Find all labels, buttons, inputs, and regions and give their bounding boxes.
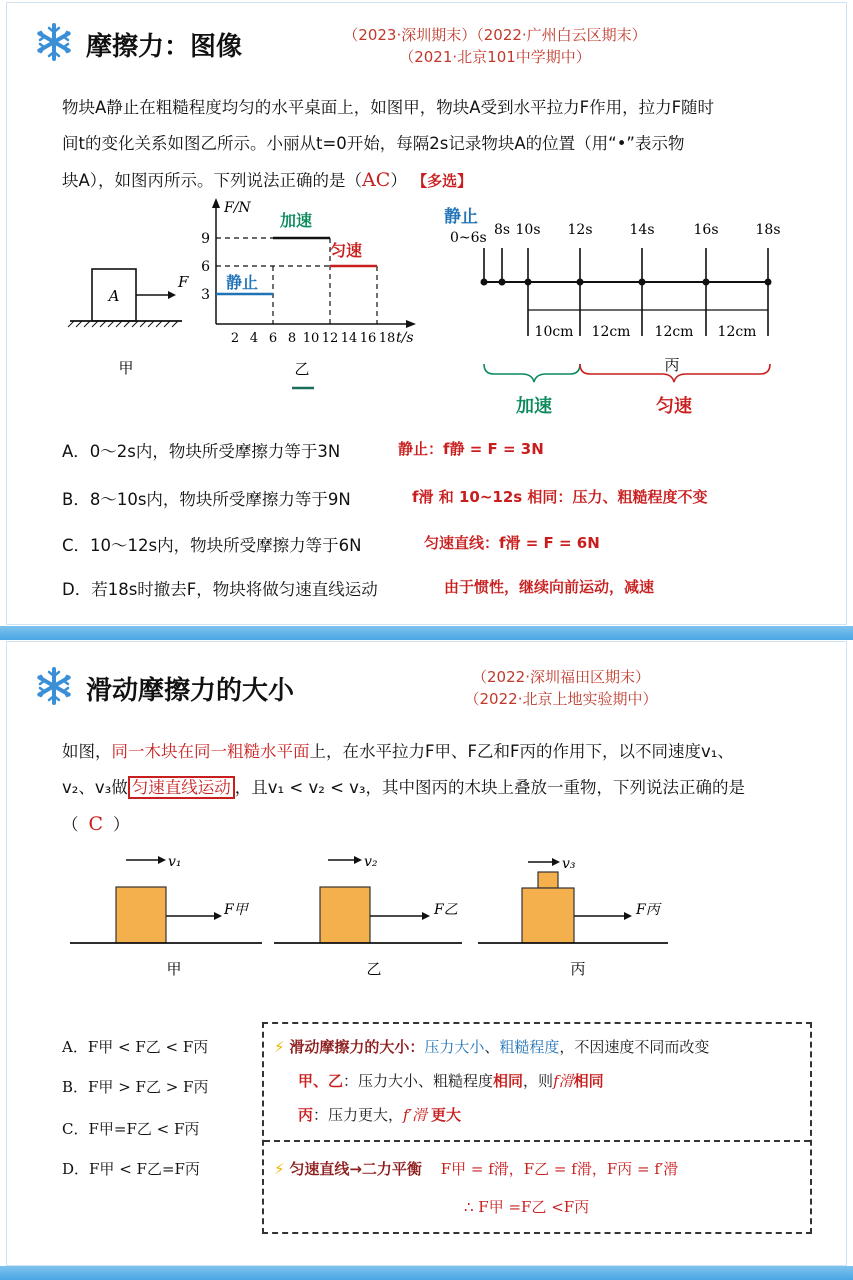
question-2 bbox=[62, 734, 832, 843]
gap-label: 12cm bbox=[717, 324, 757, 340]
option-c[interactable]: C．10～12s内，物块所受摩擦力等于6N bbox=[62, 536, 362, 555]
snowflake-icon bbox=[34, 22, 74, 62]
label-uniform: 匀速 bbox=[330, 241, 363, 260]
figure-yi bbox=[196, 196, 426, 396]
explanation-conclusion: ∴ F甲 =F乙 <F丙 bbox=[464, 1198, 590, 1216]
wood-block bbox=[320, 887, 370, 943]
force-label: F乙 bbox=[434, 902, 458, 918]
explanation-keyword: 相同 bbox=[493, 1072, 524, 1090]
question-text: ） bbox=[390, 171, 407, 190]
explanation-text: 、 bbox=[484, 1038, 500, 1056]
explanation-text: ，则 bbox=[523, 1072, 554, 1090]
time-label: 0~6s bbox=[450, 230, 487, 246]
figure-caption: 乙 bbox=[366, 960, 382, 978]
force-label: F bbox=[178, 273, 189, 291]
question-text: ） bbox=[113, 815, 130, 834]
question-text: 如图， bbox=[62, 742, 112, 761]
velocity-label: v₁ bbox=[168, 854, 182, 870]
gap-label: 12cm bbox=[654, 324, 694, 340]
position-dot bbox=[499, 279, 506, 286]
section-1-sources bbox=[290, 24, 700, 68]
explanation-text: ，不因速度不同而改变 bbox=[559, 1038, 710, 1056]
position-dot bbox=[525, 279, 532, 286]
snowflake-icon bbox=[34, 666, 74, 706]
source-line: （2021·北京101中学期中） bbox=[399, 48, 591, 66]
wood-block bbox=[116, 887, 166, 943]
section-divider bbox=[0, 626, 853, 640]
position-dot bbox=[703, 279, 710, 286]
force-label: F甲 bbox=[224, 902, 248, 918]
time-label: 10s bbox=[515, 222, 541, 238]
explanation-text: ：压力更大， bbox=[313, 1106, 404, 1124]
option-d[interactable]: D．若18s时撤去F，物块将做匀速直线运动 bbox=[62, 580, 378, 599]
figure-caption: 甲 bbox=[118, 359, 134, 377]
position-dot bbox=[481, 279, 488, 286]
x-tick: 4 bbox=[249, 331, 259, 346]
highlight: 同一木块在同一粗糙水平面 bbox=[111, 742, 310, 761]
explanation-box bbox=[262, 1022, 812, 1234]
figure-caption: 丙 bbox=[664, 356, 680, 374]
wood-block bbox=[522, 888, 574, 943]
x-tick: 12 bbox=[321, 331, 339, 346]
explanation-keyword: 相同 bbox=[573, 1072, 604, 1090]
x-tick: 14 bbox=[340, 331, 358, 346]
position-dot bbox=[577, 279, 584, 286]
option-d-note: 由于惯性，继续向前运动，减速 bbox=[444, 578, 655, 596]
question-line: 间t的变化关系如图乙所示。小丽从t=0开始，每隔2s记录物块A的位置（用“•”表示物 bbox=[62, 134, 685, 153]
question-line: 物块A静止在粗糙程度均匀的水平桌面上，如图甲，物块A受到水平拉力F作用，拉力F随时 bbox=[62, 98, 715, 117]
force-label: F丙 bbox=[636, 902, 660, 918]
option-c[interactable]: C．F甲=F乙 < F丙 bbox=[62, 1120, 200, 1138]
brace-accel bbox=[484, 364, 580, 382]
explanation-line bbox=[464, 1196, 589, 1217]
explanation-keyword: 粗糙程度 bbox=[499, 1038, 560, 1056]
x-tick: 10 bbox=[302, 331, 320, 346]
source-line: （2022·深圳福田区期末） bbox=[472, 668, 650, 686]
option-d[interactable]: D．F甲 < F乙=F丙 bbox=[62, 1160, 200, 1178]
x-tick: 18 bbox=[378, 331, 396, 346]
label-accel: 加速 bbox=[516, 396, 552, 417]
explanation-keyword: 更大 bbox=[431, 1106, 462, 1124]
velocity-label: v₂ bbox=[364, 854, 378, 870]
figure-bing bbox=[478, 856, 668, 978]
label-uniform: 匀速 bbox=[656, 396, 692, 417]
option-a[interactable]: A．0～2s内，物块所受摩擦力等于3N bbox=[62, 442, 341, 461]
explanation-symbol: f′滑 bbox=[403, 1106, 427, 1124]
figure-yi bbox=[274, 854, 462, 978]
option-a[interactable]: A．F甲 < F乙 < F丙 bbox=[62, 1038, 209, 1056]
option-b-note: f滑 和 10~12s 相同：压力、粗糙程度不变 bbox=[412, 488, 708, 506]
source-line: （2022·北京上地实验期中） bbox=[464, 690, 658, 708]
y-tick: 6 bbox=[201, 259, 210, 275]
x-tick: 8 bbox=[287, 331, 297, 346]
figure-caption: 乙 bbox=[294, 360, 310, 378]
section-2-title: 滑动摩擦力的大小 bbox=[86, 676, 295, 706]
source-line: （2023·深圳期末）（2022·广州白云区期末） bbox=[343, 26, 647, 44]
time-label: 16s bbox=[693, 222, 719, 238]
section-2-sources bbox=[436, 666, 686, 710]
box-divider bbox=[264, 1140, 810, 1142]
explanation-heading: 匀速直线→二力平衡 bbox=[289, 1160, 422, 1178]
explanation-heading: 滑动摩擦力的大小： bbox=[289, 1038, 425, 1056]
question-text: v₂、v₃做 bbox=[62, 778, 128, 797]
option-b[interactable]: B．F甲 > F乙 > F丙 bbox=[62, 1078, 209, 1096]
explanation-keyword: 压力大小 bbox=[424, 1038, 485, 1056]
section-1-title: 摩擦力：图像 bbox=[86, 32, 243, 62]
position-dot bbox=[765, 279, 772, 286]
block-label: A bbox=[108, 287, 120, 305]
figure-caption: 丙 bbox=[570, 960, 586, 978]
highlight-boxed: 匀速直线运动 bbox=[128, 776, 235, 799]
explanation-text: ：压力大小、粗糙程度 bbox=[343, 1072, 494, 1090]
time-label: 14s bbox=[629, 222, 655, 238]
figure-jia bbox=[60, 255, 200, 380]
x-axis-label: t/s bbox=[396, 330, 414, 346]
gap-label: 12cm bbox=[591, 324, 631, 340]
question-line bbox=[62, 162, 832, 199]
figure-jia bbox=[70, 854, 262, 978]
question-text: 上，在水平拉力F甲、F乙和F丙的作用下，以不同速度v₁、 bbox=[309, 742, 734, 761]
velocity-label: v₃ bbox=[562, 856, 576, 872]
lightning-icon: ⚡ bbox=[274, 1038, 285, 1056]
label-accel: 加速 bbox=[280, 211, 313, 230]
label-rest: 静止 bbox=[444, 207, 478, 227]
bottom-band bbox=[0, 1266, 853, 1280]
time-label: 18s bbox=[755, 222, 781, 238]
answer: C bbox=[88, 813, 104, 835]
answer: AC bbox=[362, 169, 391, 191]
explanation-heading: 丙 bbox=[298, 1106, 314, 1124]
figure-caption: 甲 bbox=[166, 960, 182, 978]
explanation-heading: 甲、乙 bbox=[298, 1072, 344, 1090]
explanation-symbol: f滑 bbox=[553, 1072, 574, 1090]
question-line bbox=[62, 734, 832, 770]
option-a-note: 静止：f静 = F = 3N bbox=[398, 440, 544, 458]
question-text: 块A），如图丙所示。下列说法正确的是（ bbox=[62, 171, 363, 190]
explanation-line bbox=[274, 1036, 709, 1057]
y-axis-label: F/N bbox=[224, 200, 251, 216]
weight bbox=[538, 872, 558, 888]
y-tick: 3 bbox=[201, 287, 210, 303]
lightning-icon: ⚡ bbox=[274, 1160, 285, 1178]
x-tick: 6 bbox=[268, 331, 278, 346]
figure-bing bbox=[440, 198, 790, 420]
y-tick: 9 bbox=[201, 231, 210, 247]
question-line bbox=[62, 770, 832, 806]
question-line bbox=[62, 806, 832, 843]
label-rest: 静止 bbox=[226, 273, 259, 292]
option-b[interactable]: B．8～10s内，物块所受摩擦力等于9N bbox=[62, 490, 351, 509]
multi-select-tag: 【多选】 bbox=[412, 172, 473, 190]
x-tick: 16 bbox=[359, 331, 377, 346]
explanation-equation: F甲 = f滑，F乙 = f滑，F丙 = f′滑 bbox=[440, 1160, 679, 1178]
question-1 bbox=[62, 90, 832, 199]
gap-label: 10cm bbox=[534, 324, 574, 340]
explanation-line bbox=[298, 1104, 461, 1125]
question-text: ，且v₁ < v₂ < v₃，其中图丙的木块上叠放一重物，下列说法正确的是 bbox=[234, 778, 746, 797]
time-label: 12s bbox=[567, 222, 593, 238]
block-figures bbox=[66, 850, 686, 990]
question-text: （ bbox=[62, 815, 79, 834]
explanation-line bbox=[274, 1158, 678, 1179]
time-label: 8s bbox=[493, 222, 511, 238]
explanation-line bbox=[298, 1070, 604, 1091]
x-tick: 2 bbox=[230, 331, 240, 346]
position-dot bbox=[639, 279, 646, 286]
option-c-note: 匀速直线：f滑 = F = 6N bbox=[424, 534, 600, 552]
